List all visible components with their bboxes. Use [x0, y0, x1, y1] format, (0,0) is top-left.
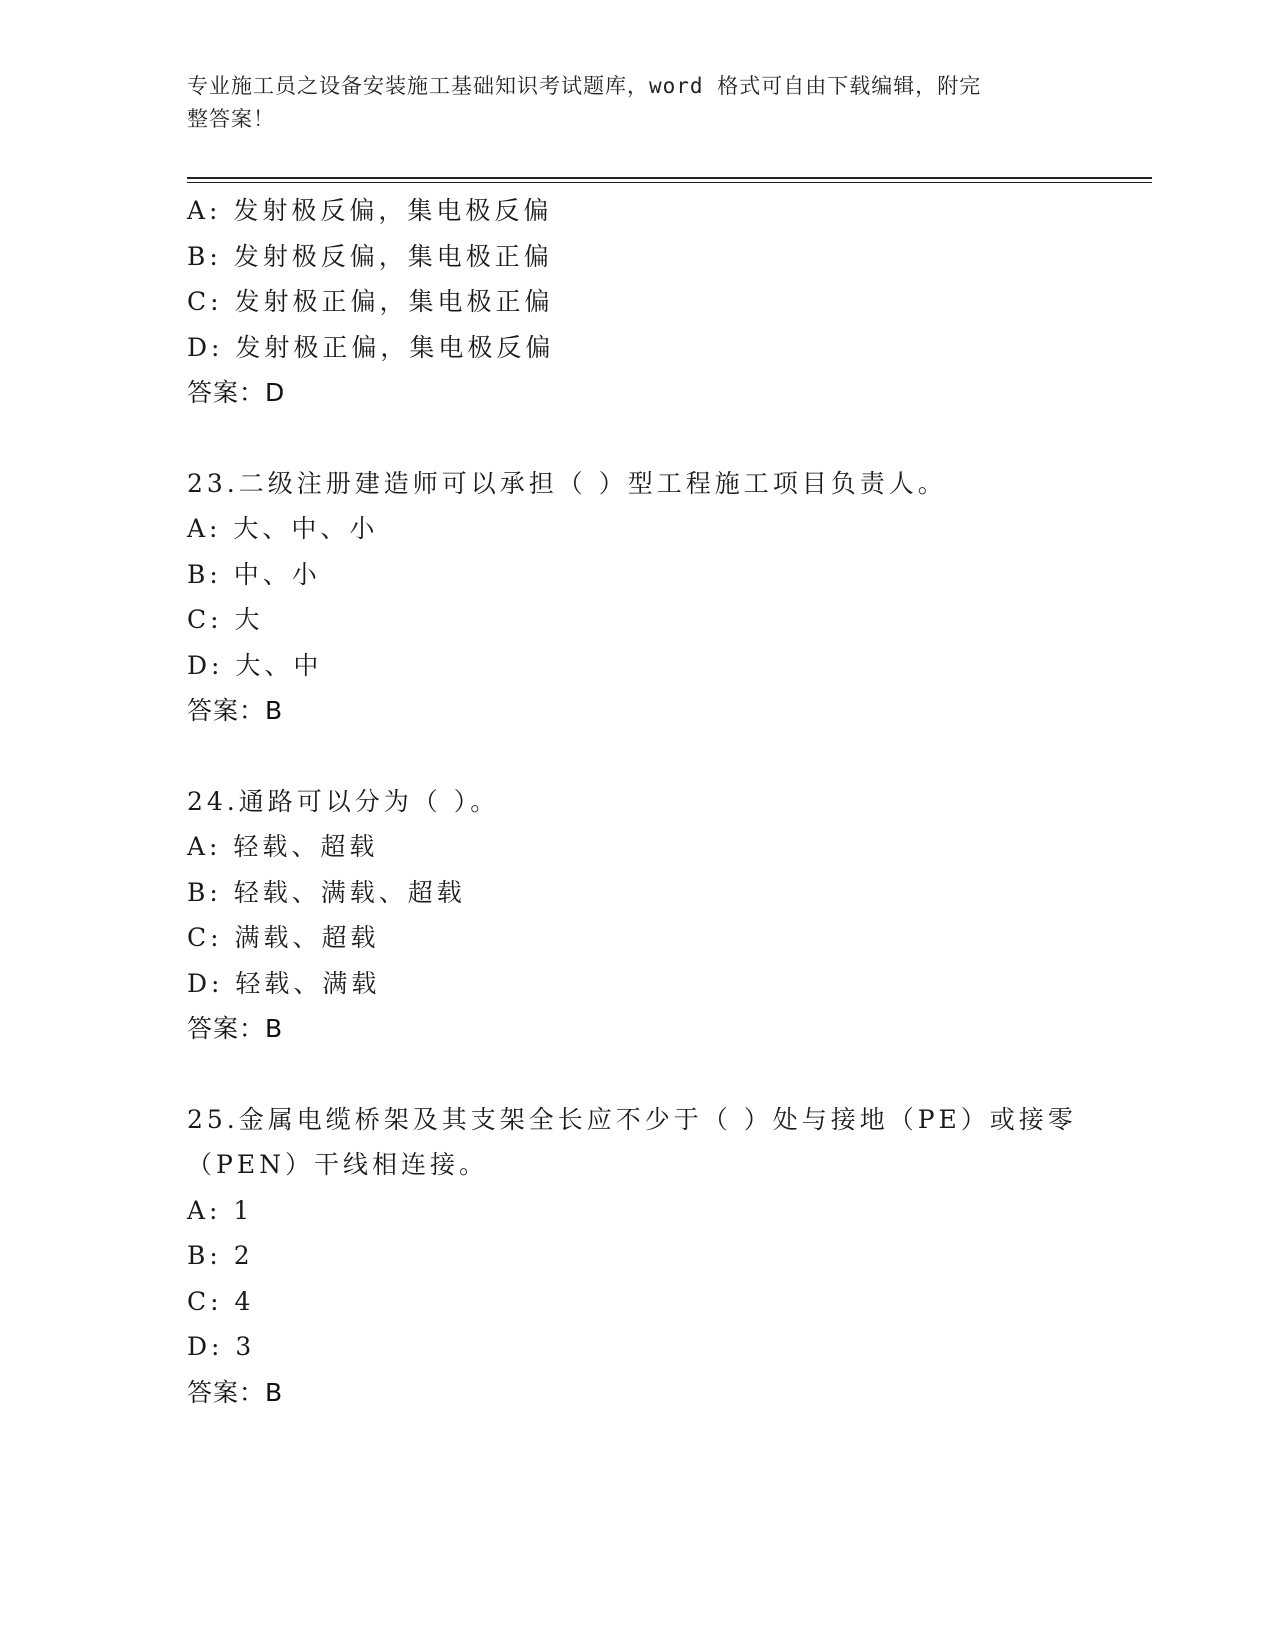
header-divider-thick — [187, 177, 1152, 179]
question-24 — [187, 779, 1107, 1052]
spacer — [187, 416, 1107, 461]
option-d: D: 3 — [187, 1332, 256, 1361]
option-c: C: 发射极正偏，集电极正偏 — [187, 287, 554, 316]
option-c: C: 满载、超载 — [187, 923, 380, 952]
option-a: A: 发射极反偏，集电极反偏 — [187, 196, 553, 225]
question-22 — [187, 188, 1107, 416]
option-b: B: 发射极反偏，集电极正偏 — [187, 241, 553, 271]
option-b: B: 中、小 — [187, 559, 321, 589]
question-23 — [187, 461, 1107, 734]
option-a: A: 轻载、超载 — [187, 832, 379, 861]
spacer — [187, 1052, 1107, 1097]
answer: 答案：B — [187, 1377, 284, 1407]
question-text-line-2: （PEN）干线相连接。 — [187, 1150, 488, 1179]
question-text-line-1: 25.金属电缆桥架及其支架全长应不少于（ ）处与接地（PE）或接零 — [187, 1104, 1077, 1134]
answer: 答案：B — [187, 1014, 284, 1043]
question-list — [187, 188, 1107, 1415]
option-d: D: 大、中 — [187, 650, 323, 680]
option-a: A: 1 — [187, 1195, 254, 1225]
document-header — [187, 70, 1067, 136]
option-c: C: 4 — [187, 1286, 255, 1316]
option-b: B: 轻载、满载、超载 — [187, 877, 466, 907]
header-title-line-1: 专业施工员之设备安装施工基础知识考试题库，word 格式可自由下载编辑，附完 — [187, 74, 982, 98]
question-text: 24.通路可以分为（ ）。 — [187, 786, 500, 816]
question-text: 23.二级注册建造师可以承担（ ）型工程施工项目负责人。 — [187, 468, 947, 498]
answer: 答案：B — [187, 696, 284, 725]
question-25 — [187, 1097, 1107, 1416]
option-d: D: 发射极正偏，集电极反偏 — [187, 332, 555, 362]
spacer — [187, 734, 1107, 779]
option-d: D: 轻载、满载 — [187, 968, 381, 998]
answer: 答案：D — [187, 378, 286, 407]
option-c: C: 大 — [187, 605, 264, 634]
option-b: B: 2 — [187, 1241, 254, 1270]
header-divider-thin — [187, 182, 1152, 183]
header-title-line-2: 整答案！ — [187, 107, 275, 131]
option-a: A: 大、中、小 — [187, 514, 379, 543]
